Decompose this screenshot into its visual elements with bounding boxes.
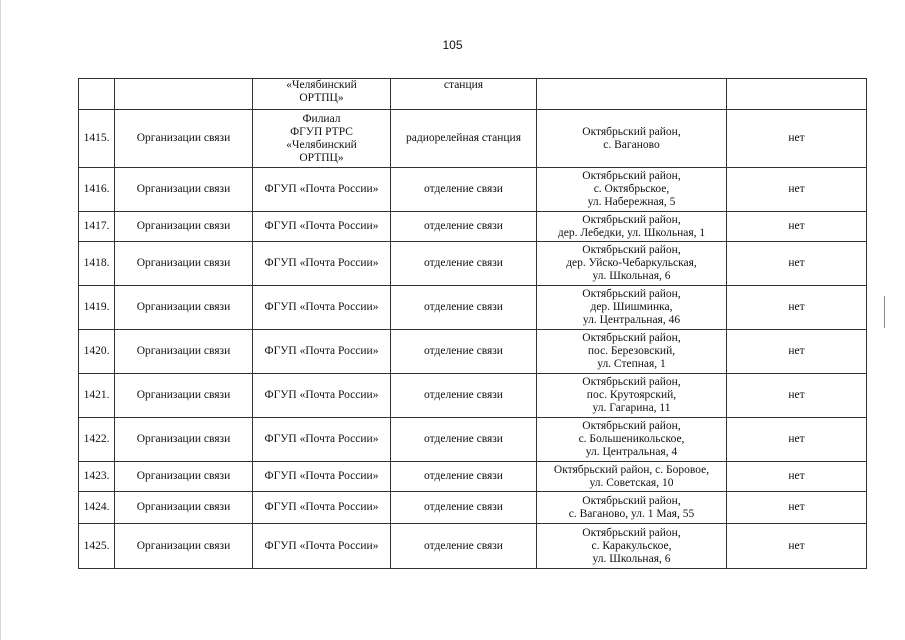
scan-edge-mark [884, 296, 885, 328]
object-type-cell: отделение связи [391, 330, 537, 374]
organization-cell: ФГУП «Почта России» [253, 418, 391, 462]
object-type-cell: отделение связи [391, 492, 537, 524]
organization-cell: ФГУП «Почта России» [253, 168, 391, 212]
category-cell: Организации связи [115, 418, 253, 462]
organization-cell: ФГУП «Почта России» [253, 492, 391, 524]
organization-cell: ФГУП «Почта России» [253, 286, 391, 330]
category-cell: Организации связи [115, 286, 253, 330]
category-cell: Организации связи [115, 374, 253, 418]
category-cell: Организации связи [115, 110, 253, 168]
row-number: 1417. [79, 212, 115, 242]
organization-cell: ФГУП «Почта России» [253, 330, 391, 374]
object-type-cell: отделение связи [391, 212, 537, 242]
address-cell: Октябрьский район, дер. Уйско-Чебаркульская, ул. Школьная, 6 [537, 242, 727, 286]
row-number: 1419. [79, 286, 115, 330]
address-cell: Октябрьский район, с. Ваганово [537, 110, 727, 168]
row-number: 1415. [79, 110, 115, 168]
address-cell [537, 79, 727, 110]
object-type-cell: отделение связи [391, 418, 537, 462]
address-cell: Октябрьский район, дер. Лебедки, ул. Школьная, 1 [537, 212, 727, 242]
flag-cell: нет [727, 462, 867, 492]
flag-cell [727, 79, 867, 110]
row-number [79, 79, 115, 110]
object-type-cell: отделение связи [391, 524, 537, 569]
category-cell: Организации связи [115, 524, 253, 569]
row-number: 1420. [79, 330, 115, 374]
flag-cell: нет [727, 242, 867, 286]
row-number: 1416. [79, 168, 115, 212]
object-type-cell: отделение связи [391, 242, 537, 286]
address-cell: Октябрьский район, с. Октябрьское, ул. Набережная, 5 [537, 168, 727, 212]
flag-cell: нет [727, 110, 867, 168]
address-cell: Октябрьский район, с. Боровое, ул. Советская, 10 [537, 462, 727, 492]
object-type-cell: отделение связи [391, 462, 537, 492]
data-table [78, 78, 867, 569]
category-cell: Организации связи [115, 330, 253, 374]
table-row [79, 168, 867, 212]
row-number: 1424. [79, 492, 115, 524]
flag-cell: нет [727, 492, 867, 524]
row-number: 1418. [79, 242, 115, 286]
table-row [79, 110, 867, 168]
row-number: 1423. [79, 462, 115, 492]
organization-cell: Филиал ФГУП РТРС «Челябинский ОРТПЦ» [253, 110, 391, 168]
address-cell: Октябрьский район, с. Ваганово, ул. 1 Мая, 55 [537, 492, 727, 524]
address-cell: Октябрьский район, пос. Березовский, ул. Степная, 1 [537, 330, 727, 374]
row-number: 1422. [79, 418, 115, 462]
table-row [79, 492, 867, 524]
object-type-cell: отделение связи [391, 286, 537, 330]
table-row [79, 524, 867, 569]
category-cell: Организации связи [115, 212, 253, 242]
table-row [79, 330, 867, 374]
table-row [79, 374, 867, 418]
flag-cell: нет [727, 524, 867, 569]
table-row [79, 286, 867, 330]
category-cell [115, 79, 253, 110]
organization-cell: «Челябинский ОРТПЦ» [253, 79, 391, 110]
flag-cell: нет [727, 418, 867, 462]
object-type-cell: станция [391, 79, 537, 110]
object-type-cell: отделение связи [391, 374, 537, 418]
table-row [79, 79, 867, 110]
table-row [79, 242, 867, 286]
flag-cell: нет [727, 286, 867, 330]
address-cell: Октябрьский район, дер. Шишминка, ул. Центральная, 46 [537, 286, 727, 330]
flag-cell: нет [727, 212, 867, 242]
page-edge [0, 0, 1, 640]
flag-cell: нет [727, 168, 867, 212]
organization-cell: ФГУП «Почта России» [253, 462, 391, 492]
flag-cell: нет [727, 374, 867, 418]
organization-cell: ФГУП «Почта России» [253, 374, 391, 418]
address-cell: Октябрьский район, пос. Крутоярский, ул. Гагарина, 11 [537, 374, 727, 418]
table-row [79, 212, 867, 242]
organization-cell: ФГУП «Почта России» [253, 212, 391, 242]
category-cell: Организации связи [115, 168, 253, 212]
flag-cell: нет [727, 330, 867, 374]
organization-cell: ФГУП «Почта России» [253, 242, 391, 286]
address-cell: Октябрьский район, с. Каракульское, ул. Школьная, 6 [537, 524, 727, 569]
category-cell: Организации связи [115, 462, 253, 492]
category-cell: Организации связи [115, 492, 253, 524]
category-cell: Организации связи [115, 242, 253, 286]
object-type-cell: отделение связи [391, 168, 537, 212]
row-number: 1425. [79, 524, 115, 569]
table-row [79, 418, 867, 462]
page-number: 105 [442, 38, 463, 52]
table-row [79, 462, 867, 492]
address-cell: Октябрьский район, с. Большеникольское, ул. Центральная, 4 [537, 418, 727, 462]
object-type-cell: радиорелейная станция [391, 110, 537, 168]
organization-cell: ФГУП «Почта России» [253, 524, 391, 569]
row-number: 1421. [79, 374, 115, 418]
